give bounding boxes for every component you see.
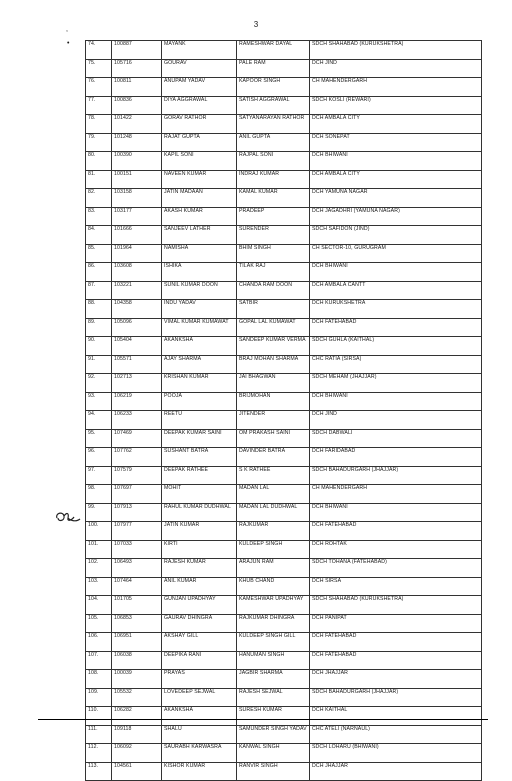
- father-name-cell: BRAJ MOHAN SHARMA: [237, 355, 310, 374]
- table-row: [86, 448, 482, 467]
- serial-cell: 76.: [86, 78, 112, 97]
- serial-cell: 78.: [86, 115, 112, 134]
- serial-cell: 104.: [86, 596, 112, 615]
- id-cell: 106493: [112, 559, 162, 578]
- page-number: 3: [253, 20, 259, 29]
- id-cell: 107579: [112, 466, 162, 485]
- serial-cell: 94.: [86, 411, 112, 430]
- id-cell: 107033: [112, 540, 162, 559]
- table-row: [86, 263, 482, 282]
- table-row: [86, 503, 482, 522]
- id-cell: 106282: [112, 707, 162, 726]
- serial-cell: 77.: [86, 96, 112, 115]
- father-name-cell: S K RATHEE: [237, 466, 310, 485]
- posting-cell: DCH AMBALA CANTT: [310, 281, 482, 300]
- father-name-cell: PALE RAM: [237, 59, 310, 78]
- name-cell: KISHOR KUMAR: [162, 762, 237, 781]
- name-cell: AKANKSHA: [162, 337, 237, 356]
- id-cell: 101248: [112, 133, 162, 152]
- father-name-cell: SURESH KUMAR: [237, 707, 310, 726]
- name-cell: AJAY SHARMA: [162, 355, 237, 374]
- father-name-cell: DAVINDER BATRA: [237, 448, 310, 467]
- posting-cell: DCH BHIWANI: [310, 503, 482, 522]
- father-name-cell: SAMUNDER SINGH YADAV: [237, 725, 310, 744]
- serial-cell: 89.: [86, 318, 112, 337]
- posting-cell: DCH JHAJJAR: [310, 762, 482, 781]
- id-cell: 104358: [112, 300, 162, 319]
- name-cell: SHALU: [162, 725, 237, 744]
- name-cell: REETU: [162, 411, 237, 430]
- posting-cell: CHC ATELI (NARNAUL): [310, 725, 482, 744]
- name-cell: KIRTI: [162, 540, 237, 559]
- father-name-cell: RANVIR SINGH: [237, 762, 310, 781]
- posting-cell: SDCH MEHAM (JHAJJAR): [310, 374, 482, 393]
- serial-cell: 75.: [86, 59, 112, 78]
- name-cell: PRAYAS: [162, 670, 237, 689]
- posting-cell: SDCH KOSLI (REWARI): [310, 96, 482, 115]
- name-cell: AKSHAY GILL: [162, 633, 237, 652]
- father-name-cell: ARAJUN RAM: [237, 559, 310, 578]
- serial-cell: 82.: [86, 189, 112, 208]
- posting-cell: DCH AMBALA CITY: [310, 170, 482, 189]
- id-cell: 107464: [112, 577, 162, 596]
- father-name-cell: BRIJMOHAN: [237, 392, 310, 411]
- id-cell: 100151: [112, 170, 162, 189]
- serial-cell: 87.: [86, 281, 112, 300]
- id-cell: 101705: [112, 596, 162, 615]
- posting-cell: DCH AMBALA CITY: [310, 115, 482, 134]
- id-cell: 103608: [112, 263, 162, 282]
- posting-cell: CH MAHENDERGARH: [310, 78, 482, 97]
- margin-mark-dot: •: [67, 40, 70, 47]
- table-row: [86, 466, 482, 485]
- serial-cell: 85.: [86, 244, 112, 263]
- id-cell: 106038: [112, 651, 162, 670]
- table-row: [86, 78, 482, 97]
- id-cell: 100836: [112, 96, 162, 115]
- id-cell: 102713: [112, 374, 162, 393]
- name-cell: LOVEDEEP SEJWAL: [162, 688, 237, 707]
- table-row: [86, 707, 482, 726]
- father-name-cell: KULDEEP SINGH GILL: [237, 633, 310, 652]
- posting-cell: SDCH SHAHABAD (KURUKSHETRA): [310, 596, 482, 615]
- father-name-cell: KAMAL KUMAR: [237, 189, 310, 208]
- id-cell: 101964: [112, 244, 162, 263]
- father-name-cell: JAGBIR SHARMA: [237, 670, 310, 689]
- posting-cell: SDCH TOHANA (FATEHABAD): [310, 559, 482, 578]
- name-cell: JATIN MADAAN: [162, 189, 237, 208]
- father-name-cell: RAJKUMAR: [237, 522, 310, 541]
- table-row: [86, 559, 482, 578]
- posting-cell: DCH SIRSA: [310, 577, 482, 596]
- serial-cell: 103.: [86, 577, 112, 596]
- name-cell: GUNJAN UPADHYAY: [162, 596, 237, 615]
- father-name-cell: SURENDER: [237, 226, 310, 245]
- table-row: [86, 392, 482, 411]
- name-cell: AKANKSHA: [162, 707, 237, 726]
- father-name-cell: RAJPAL SONI: [237, 152, 310, 171]
- serial-cell: 99.: [86, 503, 112, 522]
- name-cell: NAMISHA: [162, 244, 237, 263]
- table-row: [86, 41, 482, 60]
- name-cell: RAJAT GUPTA: [162, 133, 237, 152]
- serial-cell: 79.: [86, 133, 112, 152]
- margin-mark-comma: ,: [66, 26, 68, 33]
- id-cell: 109118: [112, 725, 162, 744]
- id-cell: 105716: [112, 59, 162, 78]
- name-cell: RAJESH KUMAR: [162, 559, 237, 578]
- serial-cell: 113.: [86, 762, 112, 781]
- id-cell: 106219: [112, 392, 162, 411]
- name-cell: POOJA: [162, 392, 237, 411]
- table-row: [86, 670, 482, 689]
- id-cell: 101422: [112, 115, 162, 134]
- posting-cell: SDCH GUHLA (KAITHAL): [310, 337, 482, 356]
- father-name-cell: KAMESHWAR UPADHYAY: [237, 596, 310, 615]
- posting-cell: DCH JIND: [310, 411, 482, 430]
- name-cell: ISHIKA: [162, 263, 237, 282]
- posting-cell: DCH FATEHABAD: [310, 522, 482, 541]
- father-name-cell: JAI BHAGWAN: [237, 374, 310, 393]
- posting-cell: SDCH BAHADURGARH (JHAJJAR): [310, 688, 482, 707]
- serial-cell: 84.: [86, 226, 112, 245]
- id-cell: 105404: [112, 337, 162, 356]
- name-cell: MOHIT: [162, 485, 237, 504]
- table-row: [86, 614, 482, 633]
- posting-cell: DCH FATEHABAD: [310, 318, 482, 337]
- father-name-cell: TILAK RAJ: [237, 263, 310, 282]
- father-name-cell: RAJESH SEJWAL: [237, 688, 310, 707]
- serial-cell: 96.: [86, 448, 112, 467]
- table-row: [86, 96, 482, 115]
- table-row: [86, 337, 482, 356]
- id-cell: 105571: [112, 355, 162, 374]
- father-name-cell: HANUMAN SINGH: [237, 651, 310, 670]
- posting-cell: SDCH BAHADURGARH (JHAJJAR): [310, 466, 482, 485]
- serial-cell: 109.: [86, 688, 112, 707]
- serial-cell: 107.: [86, 651, 112, 670]
- name-cell: NAVEEN KUMAR: [162, 170, 237, 189]
- posting-cell: DCH FATEHABAD: [310, 633, 482, 652]
- table-row: [86, 300, 482, 319]
- serial-cell: 83.: [86, 207, 112, 226]
- father-name-cell: OM PRAKASH SAINI: [237, 429, 310, 448]
- father-name-cell: RAMESHWAR DAYAL: [237, 41, 310, 60]
- serial-cell: 102.: [86, 559, 112, 578]
- posting-cell: CHC RATIA (SIRSA): [310, 355, 482, 374]
- table-row: [86, 244, 482, 263]
- posting-cell: DCH BHIWANI: [310, 152, 482, 171]
- id-cell: 107697: [112, 485, 162, 504]
- father-name-cell: MADAN LAL DUDHWAL: [237, 503, 310, 522]
- posting-cell: DCH BHIWANI: [310, 392, 482, 411]
- father-name-cell: SATBIR: [237, 300, 310, 319]
- table-row: [86, 744, 482, 763]
- table-row: [86, 596, 482, 615]
- posting-cell: DCH FARIDABAD: [310, 448, 482, 467]
- name-cell: SUSHANT BATRA: [162, 448, 237, 467]
- serial-cell: 111.: [86, 725, 112, 744]
- id-cell: 106853: [112, 614, 162, 633]
- name-cell: ANIL KUMAR: [162, 577, 237, 596]
- table-row: [86, 207, 482, 226]
- name-cell: RAHUL KUMAR DUDHWAL: [162, 503, 237, 522]
- table-row: [86, 133, 482, 152]
- posting-cell: DCH FATEHABAD: [310, 651, 482, 670]
- posting-cell: DCH KURUKSHETRA: [310, 300, 482, 319]
- id-cell: 107977: [112, 522, 162, 541]
- name-cell: DEEPIKA RANI: [162, 651, 237, 670]
- id-cell: 103221: [112, 281, 162, 300]
- table-row: [86, 355, 482, 374]
- posting-cell: DCH JHAJJAR: [310, 670, 482, 689]
- id-cell: 100811: [112, 78, 162, 97]
- name-cell: SUNIL KUMAR DOON: [162, 281, 237, 300]
- father-name-cell: INDRAJ KUMAR: [237, 170, 310, 189]
- serial-cell: 101.: [86, 540, 112, 559]
- table-row: [86, 281, 482, 300]
- id-cell: 106951: [112, 633, 162, 652]
- serial-cell: 86.: [86, 263, 112, 282]
- serial-cell: 80.: [86, 152, 112, 171]
- father-name-cell: JITENDER: [237, 411, 310, 430]
- posting-cell: DCH PANIPAT: [310, 614, 482, 633]
- id-cell: 105096: [112, 318, 162, 337]
- name-cell: DEEPAK KUMAR SAINI: [162, 429, 237, 448]
- serial-cell: 110.: [86, 707, 112, 726]
- posting-cell: DCH BHIWANI: [310, 263, 482, 282]
- posting-cell: DCH JIND: [310, 59, 482, 78]
- id-cell: 107469: [112, 429, 162, 448]
- serial-cell: 74.: [86, 41, 112, 60]
- id-cell: 101666: [112, 226, 162, 245]
- serial-cell: 98.: [86, 485, 112, 504]
- name-cell: DIYA AGGRAWAL: [162, 96, 237, 115]
- father-name-cell: CHANDA RAM DOON: [237, 281, 310, 300]
- posting-cell: DCH ROHTAK: [310, 540, 482, 559]
- serial-cell: 91.: [86, 355, 112, 374]
- serial-cell: 108.: [86, 670, 112, 689]
- father-name-cell: MADAN LAL: [237, 485, 310, 504]
- father-name-cell: GOPAL LAL KUMAWAT: [237, 318, 310, 337]
- name-cell: GORAV RATHOR: [162, 115, 237, 134]
- posting-cell: DCH SONEPAT: [310, 133, 482, 152]
- id-cell: 100390: [112, 152, 162, 171]
- table-row: [86, 540, 482, 559]
- table-row: [86, 411, 482, 430]
- id-cell: 106233: [112, 411, 162, 430]
- posting-cell: SDCH SAFIDON (JIND): [310, 226, 482, 245]
- table-row: [86, 725, 482, 744]
- table-row: [86, 59, 482, 78]
- table-row: [86, 429, 482, 448]
- serial-cell: 93.: [86, 392, 112, 411]
- bottom-rule: [38, 719, 488, 720]
- id-cell: 103177: [112, 207, 162, 226]
- table-row: [86, 226, 482, 245]
- posting-cell: SDCH SHAHABAD (KURUKSHETRA): [310, 41, 482, 60]
- serial-cell: 100.: [86, 522, 112, 541]
- posting-cell: CH MAHENDERGARH: [310, 485, 482, 504]
- id-cell: 103158: [112, 189, 162, 208]
- name-cell: GAURAV DHINGRA: [162, 614, 237, 633]
- name-cell: VIMAL KUMAR KUMAWAT: [162, 318, 237, 337]
- serial-cell: 92.: [86, 374, 112, 393]
- serial-cell: 88.: [86, 300, 112, 319]
- serial-cell: 95.: [86, 429, 112, 448]
- table-row: [86, 189, 482, 208]
- posting-cell: DCH KAITHAL: [310, 707, 482, 726]
- table-row: [86, 522, 482, 541]
- father-name-cell: RAJKUMAR DHINGRA: [237, 614, 310, 633]
- posting-cell: DCH JAGADHRI (YAMUNA NAGAR): [310, 207, 482, 226]
- serial-cell: 90.: [86, 337, 112, 356]
- name-cell: KAPIL SONI: [162, 152, 237, 171]
- father-name-cell: KAPOOR SINGH: [237, 78, 310, 97]
- table-row: [86, 152, 482, 171]
- table-row: [86, 374, 482, 393]
- id-cell: 100039: [112, 670, 162, 689]
- table-row: [86, 170, 482, 189]
- father-name-cell: KANWAL SINGH: [237, 744, 310, 763]
- name-cell: MAYANK: [162, 41, 237, 60]
- father-name-cell: ANIL GUPTA: [237, 133, 310, 152]
- name-cell: SAURABH KARWASRA: [162, 744, 237, 763]
- posting-cell: CH SECTOR-10, GURUGRAM: [310, 244, 482, 263]
- father-name-cell: SATISH AGGRAWAL: [237, 96, 310, 115]
- father-name-cell: BHIM SINGH: [237, 244, 310, 263]
- posting-cell: SDCH LOHARU (BHIWANI): [310, 744, 482, 763]
- id-cell: 105532: [112, 688, 162, 707]
- table-row: [86, 577, 482, 596]
- father-name-cell: SATYANARAYAN RATHOR: [237, 115, 310, 134]
- name-cell: KRISHAN KUMAR: [162, 374, 237, 393]
- serial-cell: 112.: [86, 744, 112, 763]
- id-cell: 107913: [112, 503, 162, 522]
- name-cell: GOURAV: [162, 59, 237, 78]
- serial-cell: 97.: [86, 466, 112, 485]
- id-cell: 100887: [112, 41, 162, 60]
- table-row: [86, 485, 482, 504]
- posting-cell: SDCH DABWALI: [310, 429, 482, 448]
- table-row: [86, 318, 482, 337]
- id-cell: 104561: [112, 762, 162, 781]
- name-cell: ANUPAM YADAV: [162, 78, 237, 97]
- table-row: [86, 762, 482, 781]
- serial-cell: 81.: [86, 170, 112, 189]
- table-row: [86, 115, 482, 134]
- serial-cell: 106.: [86, 633, 112, 652]
- name-cell: SANJEEV LATHER: [162, 226, 237, 245]
- serial-cell: 105.: [86, 614, 112, 633]
- posting-cell: DCH YAMUNA NAGAR: [310, 189, 482, 208]
- name-cell: JATIN KUMAR: [162, 522, 237, 541]
- name-cell: INDU YADAV: [162, 300, 237, 319]
- table-row: [86, 688, 482, 707]
- father-name-cell: PRADEEP: [237, 207, 310, 226]
- id-cell: 107762: [112, 448, 162, 467]
- table-row: [86, 633, 482, 652]
- name-cell: DEEPAK RATHEE: [162, 466, 237, 485]
- id-cell: 106092: [112, 744, 162, 763]
- name-cell: AKASH KUMAR: [162, 207, 237, 226]
- table-row: [86, 651, 482, 670]
- father-name-cell: SANDEEP KUMAR VERMA: [237, 337, 310, 356]
- handwritten-initials-mark: [54, 508, 82, 526]
- father-name-cell: KHUB CHAND: [237, 577, 310, 596]
- father-name-cell: KULDEEP SINGH: [237, 540, 310, 559]
- employee-posting-table: [85, 40, 482, 781]
